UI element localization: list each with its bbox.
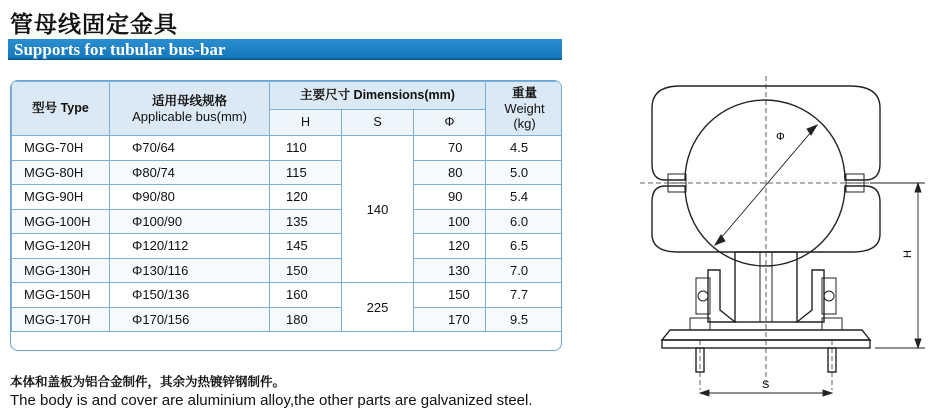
- cell-model: MGG-90H: [12, 185, 110, 210]
- cell-weight: 5.4: [486, 185, 562, 210]
- cell-bus: Φ170/156: [110, 307, 270, 332]
- cell-h: 180: [270, 307, 342, 332]
- table-row: [12, 283, 563, 308]
- cell-model: MGG-80H: [12, 160, 110, 185]
- bracket-right: [797, 270, 824, 322]
- page-title-en: Supports for tubular bus-bar: [14, 40, 226, 59]
- cell-h: 110: [270, 136, 342, 161]
- cell-bus: Φ150/136: [110, 283, 270, 308]
- cell-model: MGG-170H: [12, 307, 110, 332]
- header-h: H: [270, 110, 342, 136]
- cell-h: 120: [270, 185, 342, 210]
- cell-weight: 5.0: [486, 160, 562, 185]
- cell-h: 115: [270, 160, 342, 185]
- cell-s-group-2: 225: [342, 283, 414, 332]
- cell-bus: Φ100/90: [110, 209, 270, 234]
- material-note-en: The body is and cover are aluminium alloy,the other parts are galvanized steel.: [10, 392, 533, 409]
- header-model: 型号 Type: [12, 82, 110, 136]
- cell-model: MGG-100H: [12, 209, 110, 234]
- cell-bus: Φ90/80: [110, 185, 270, 210]
- title-bar: [8, 39, 562, 60]
- cell-h: 145: [270, 234, 342, 259]
- material-note-cn: 本体和盖板为铝合金制件，其余为热镀锌钢制件。: [10, 374, 286, 389]
- label-s: S: [762, 379, 770, 391]
- technical-drawing: [600, 40, 945, 410]
- table-row: [12, 258, 563, 283]
- cell-model: MGG-70H: [12, 136, 110, 161]
- cell-h: 150: [270, 258, 342, 283]
- cell-weight: 6.0: [486, 209, 562, 234]
- header-s: S: [342, 110, 414, 136]
- cell-weight: 7.0: [486, 258, 562, 283]
- header-phi: Φ: [414, 110, 486, 136]
- table-row: [12, 209, 563, 234]
- label-h: H: [902, 250, 914, 258]
- spec-table: [11, 81, 562, 332]
- cell-bus: Φ130/116: [110, 258, 270, 283]
- page-title-cn: 管母线固定金具: [10, 12, 178, 38]
- cell-phi: 170: [414, 307, 486, 332]
- cell-phi: 100: [414, 209, 486, 234]
- header-bus-en: Applicable bus(mm): [132, 108, 247, 124]
- header-weight: [486, 82, 562, 136]
- header-weight-en: Weight: [504, 101, 545, 116]
- bracket-left: [708, 270, 735, 322]
- cell-bus: Φ80/74: [110, 160, 270, 185]
- header-weight-unit: (kg): [513, 116, 536, 131]
- cell-phi: 120: [414, 234, 486, 259]
- cell-phi: 80: [414, 160, 486, 185]
- cell-model: MGG-130H: [12, 258, 110, 283]
- label-phi: Φ: [776, 131, 785, 143]
- header-weight-cn: 重量: [512, 86, 538, 100]
- cell-model: MGG-120H: [12, 234, 110, 259]
- cell-phi: 90: [414, 185, 486, 210]
- header-bus-cn: 适用母线规格: [151, 93, 227, 108]
- spec-table-container: [10, 80, 562, 351]
- cell-phi: 70: [414, 136, 486, 161]
- cell-bus: Φ120/112: [110, 234, 270, 259]
- cell-bus: Φ70/64: [110, 136, 270, 161]
- table-row: [12, 234, 563, 259]
- cell-h: 135: [270, 209, 342, 234]
- cell-model: MGG-150H: [12, 283, 110, 308]
- cell-weight: 9.5: [486, 307, 562, 332]
- cell-h: 160: [270, 283, 342, 308]
- cell-phi: 130: [414, 258, 486, 283]
- table-row: [12, 160, 563, 185]
- cell-weight: 6.5: [486, 234, 562, 259]
- cell-s-group-1: 140: [342, 136, 414, 283]
- cell-phi: 150: [414, 283, 486, 308]
- cell-weight: 4.5: [486, 136, 562, 161]
- table-row: [12, 136, 563, 161]
- header-bus: [110, 82, 270, 136]
- table-row: [12, 307, 563, 332]
- table-row: [12, 185, 563, 210]
- header-dimensions: 主要尺寸 Dimensions(mm): [270, 82, 486, 110]
- cell-weight: 7.7: [486, 283, 562, 308]
